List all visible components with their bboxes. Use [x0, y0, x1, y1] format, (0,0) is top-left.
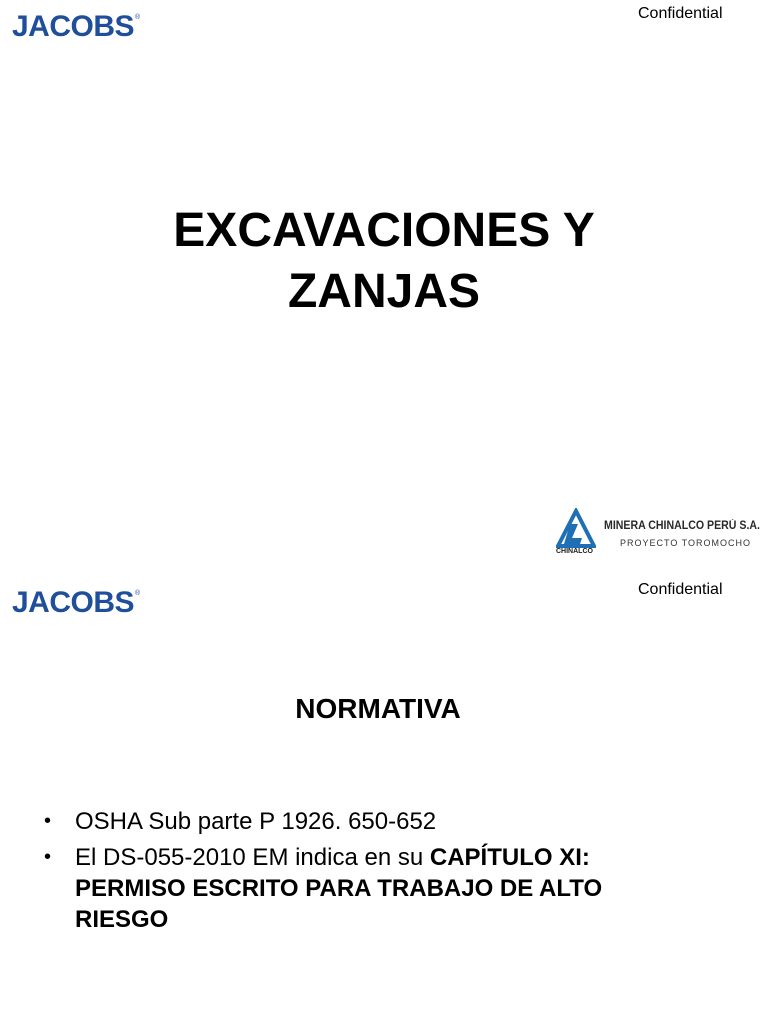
chinalco-project-name: PROYECTO TOROMOCHO: [620, 538, 752, 548]
chinalco-brand-text: CHINALCO: [556, 548, 593, 555]
registered-mark: ®: [135, 590, 140, 597]
jacobs-logo-text: JACOBS: [12, 10, 135, 43]
title-line-1: EXCAVACIONES Y: [173, 204, 595, 257]
jacobs-logo: [12, 588, 140, 618]
list-item: [44, 806, 684, 837]
bullet-icon: •: [44, 810, 52, 832]
bullet-bold-text: CAPÍTULO XI: PERMISO ESCRITO PARA TRABAJO DE ALTO RIESGO: [75, 844, 603, 933]
section-title: NORMATIVA: [295, 693, 461, 724]
jacobs-logo-text: JACOBS: [12, 586, 135, 619]
normativa-bullet-list: [44, 806, 684, 940]
list-item: [44, 842, 684, 935]
chinalco-company-name: MINERA CHINALCO PERÚ S.A.: [604, 520, 760, 532]
slide-title-heading: [0, 200, 768, 322]
title-line-2: ZANJAS: [287, 265, 481, 318]
slide-normativa: [0, 576, 768, 1024]
confidential-label: Confidential: [638, 581, 723, 598]
registered-mark: ®: [135, 14, 140, 21]
confidential-label: Confidential: [638, 5, 723, 22]
bullet-text: OSHA Sub parte P 1926. 650-652: [75, 808, 437, 835]
chinalco-logo: [554, 506, 764, 562]
bullet-icon: •: [44, 846, 52, 868]
bullet-text: El DS-055-2010 EM indica en su: [75, 844, 430, 871]
jacobs-logo: [12, 12, 140, 42]
